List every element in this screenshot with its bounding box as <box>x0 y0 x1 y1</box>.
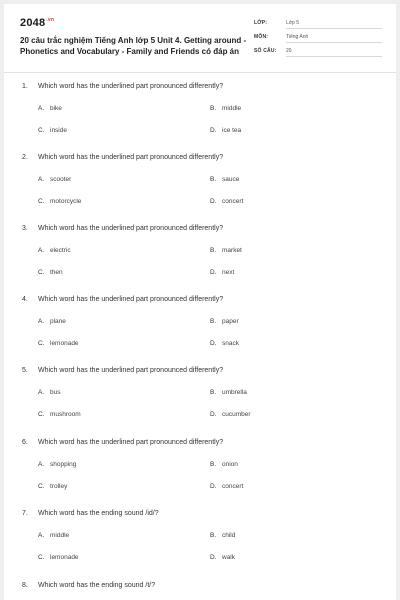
option-text: market <box>222 247 242 254</box>
option-letter: D. <box>210 127 217 134</box>
option-b[interactable] <box>210 532 235 539</box>
option-text: onion <box>222 461 238 468</box>
option-letter: D. <box>210 198 217 205</box>
option-d[interactable] <box>210 269 234 276</box>
option-d[interactable] <box>210 198 243 205</box>
option-letter: A. <box>38 105 45 112</box>
meta-row-count <box>254 46 386 60</box>
question-5 <box>4 367 396 439</box>
option-letter: B. <box>210 318 217 325</box>
question-4 <box>4 296 396 368</box>
meta-value: Lớp 5 <box>286 20 382 29</box>
option-text: plane <box>50 318 66 325</box>
option-text: trolley <box>50 483 68 490</box>
option-c[interactable] <box>38 483 67 490</box>
question-7 <box>4 510 396 582</box>
option-text: umbrella <box>222 389 247 396</box>
option-c[interactable] <box>38 554 79 561</box>
option-text: bus <box>50 389 61 396</box>
option-text: then <box>50 269 63 276</box>
header-divider <box>4 72 396 73</box>
option-letter: D. <box>210 340 217 347</box>
option-text: paper <box>222 318 239 325</box>
option-letter: B. <box>210 532 217 539</box>
question-text: Which word has the ending sound /t/? <box>38 582 156 589</box>
option-text: lemonade <box>50 340 79 347</box>
meta-value: 20 <box>286 48 382 57</box>
option-c[interactable] <box>38 411 81 418</box>
question-text: Which word has the underlined part pronounced differently? <box>38 154 224 161</box>
option-d[interactable] <box>210 340 239 347</box>
option-text: sauce <box>222 176 240 183</box>
option-letter: C. <box>38 554 45 561</box>
meta-row-grade <box>254 18 386 32</box>
option-letter: A. <box>38 247 45 254</box>
option-c[interactable] <box>38 127 67 134</box>
question-2 <box>4 154 396 226</box>
document-header <box>4 4 396 68</box>
question-number: 2. <box>22 154 28 161</box>
option-c[interactable] <box>38 340 79 347</box>
option-b[interactable] <box>210 461 238 468</box>
question-8 <box>4 582 396 596</box>
option-letter: A. <box>38 389 45 396</box>
option-letter: C. <box>38 483 45 490</box>
question-number: 3. <box>22 225 28 232</box>
option-letter: B. <box>210 247 217 254</box>
option-letter: B. <box>210 389 217 396</box>
option-letter: C. <box>38 127 45 134</box>
option-d[interactable] <box>210 411 251 418</box>
option-text: lemonade <box>50 554 79 561</box>
option-c[interactable] <box>38 198 81 205</box>
option-b[interactable] <box>210 247 242 254</box>
option-letter: C. <box>38 411 45 418</box>
meta-row-subject <box>254 32 386 46</box>
option-letter: D. <box>210 554 217 561</box>
option-text: snack <box>222 340 239 347</box>
question-text: Which word has the underlined part pronounced differently? <box>38 225 224 232</box>
option-text: inside <box>50 127 67 134</box>
meta-label: LỚP: <box>254 20 268 26</box>
option-text: middle <box>222 105 242 112</box>
option-text: ice tea <box>222 127 242 134</box>
option-text: shopping <box>50 461 77 468</box>
option-d[interactable] <box>210 483 243 490</box>
option-b[interactable] <box>210 176 239 183</box>
option-letter: D. <box>210 411 217 418</box>
option-letter: A. <box>38 318 45 325</box>
option-letter: D. <box>210 269 217 276</box>
option-text: walk <box>222 554 236 561</box>
option-letter: A. <box>38 461 45 468</box>
option-a[interactable] <box>38 105 62 112</box>
question-number: 1. <box>22 83 28 90</box>
option-letter: A. <box>38 532 45 539</box>
option-letter: C. <box>38 198 45 205</box>
document-meta <box>254 18 386 60</box>
option-letter: B. <box>210 176 217 183</box>
question-number: 5. <box>22 367 28 374</box>
option-a[interactable] <box>38 389 60 396</box>
option-b[interactable] <box>210 389 247 396</box>
option-d[interactable] <box>210 127 241 134</box>
question-number: 6. <box>22 439 28 446</box>
option-d[interactable] <box>210 554 235 561</box>
option-letter: A. <box>38 176 45 183</box>
option-letter: B. <box>210 105 217 112</box>
option-text: motorcycle <box>50 198 82 205</box>
meta-value: Tiếng Anh <box>286 34 382 43</box>
option-text: concert <box>222 483 244 490</box>
option-text: concert <box>222 198 244 205</box>
question-number: 8. <box>22 582 28 589</box>
question-text: Which word has the underlined part pronounced differently? <box>38 296 224 303</box>
site-logo[interactable] <box>20 17 54 29</box>
logo-suffix: .vn <box>46 17 55 24</box>
question-text: Which word has the underlined part pronounced differently? <box>38 439 224 446</box>
option-text: bike <box>50 105 62 112</box>
option-text: cucumber <box>222 411 251 418</box>
question-3 <box>4 225 396 297</box>
option-b[interactable] <box>210 105 241 112</box>
option-text: child <box>222 532 236 539</box>
option-text: middle <box>50 532 70 539</box>
meta-label: SỐ CÂU: <box>254 48 277 54</box>
option-text: scooter <box>50 176 72 183</box>
question-6 <box>4 439 396 511</box>
question-number: 4. <box>22 296 28 303</box>
option-letter: B. <box>210 461 217 468</box>
option-text: next <box>222 269 235 276</box>
question-text: Which word has the underlined part pronounced differently? <box>38 367 224 374</box>
question-text: Which word has the underlined part pronounced differently? <box>38 83 224 90</box>
option-a[interactable] <box>38 318 66 325</box>
option-letter: C. <box>38 340 45 347</box>
question-number: 7. <box>22 510 28 517</box>
document-page <box>4 4 396 600</box>
option-text: mushroom <box>50 411 81 418</box>
option-a[interactable] <box>38 176 71 183</box>
option-letter: D. <box>210 483 217 490</box>
question-1 <box>4 83 396 155</box>
option-a[interactable] <box>38 461 76 468</box>
meta-label: MÔN: <box>254 34 269 40</box>
option-c[interactable] <box>38 269 63 276</box>
logo-text: 2048 <box>20 17 46 29</box>
option-letter: C. <box>38 269 45 276</box>
option-text: electric <box>50 247 71 254</box>
option-a[interactable] <box>38 532 69 539</box>
document-title: 20 câu trắc nghiệm Tiếng Anh lớp 5 Unit 4. Getting around - Phonetics and Vocabulary - Family and Friends có đáp án <box>20 36 247 56</box>
option-b[interactable] <box>210 318 239 325</box>
option-a[interactable] <box>38 247 71 254</box>
question-text: Which word has the ending sound /id/? <box>38 510 159 517</box>
